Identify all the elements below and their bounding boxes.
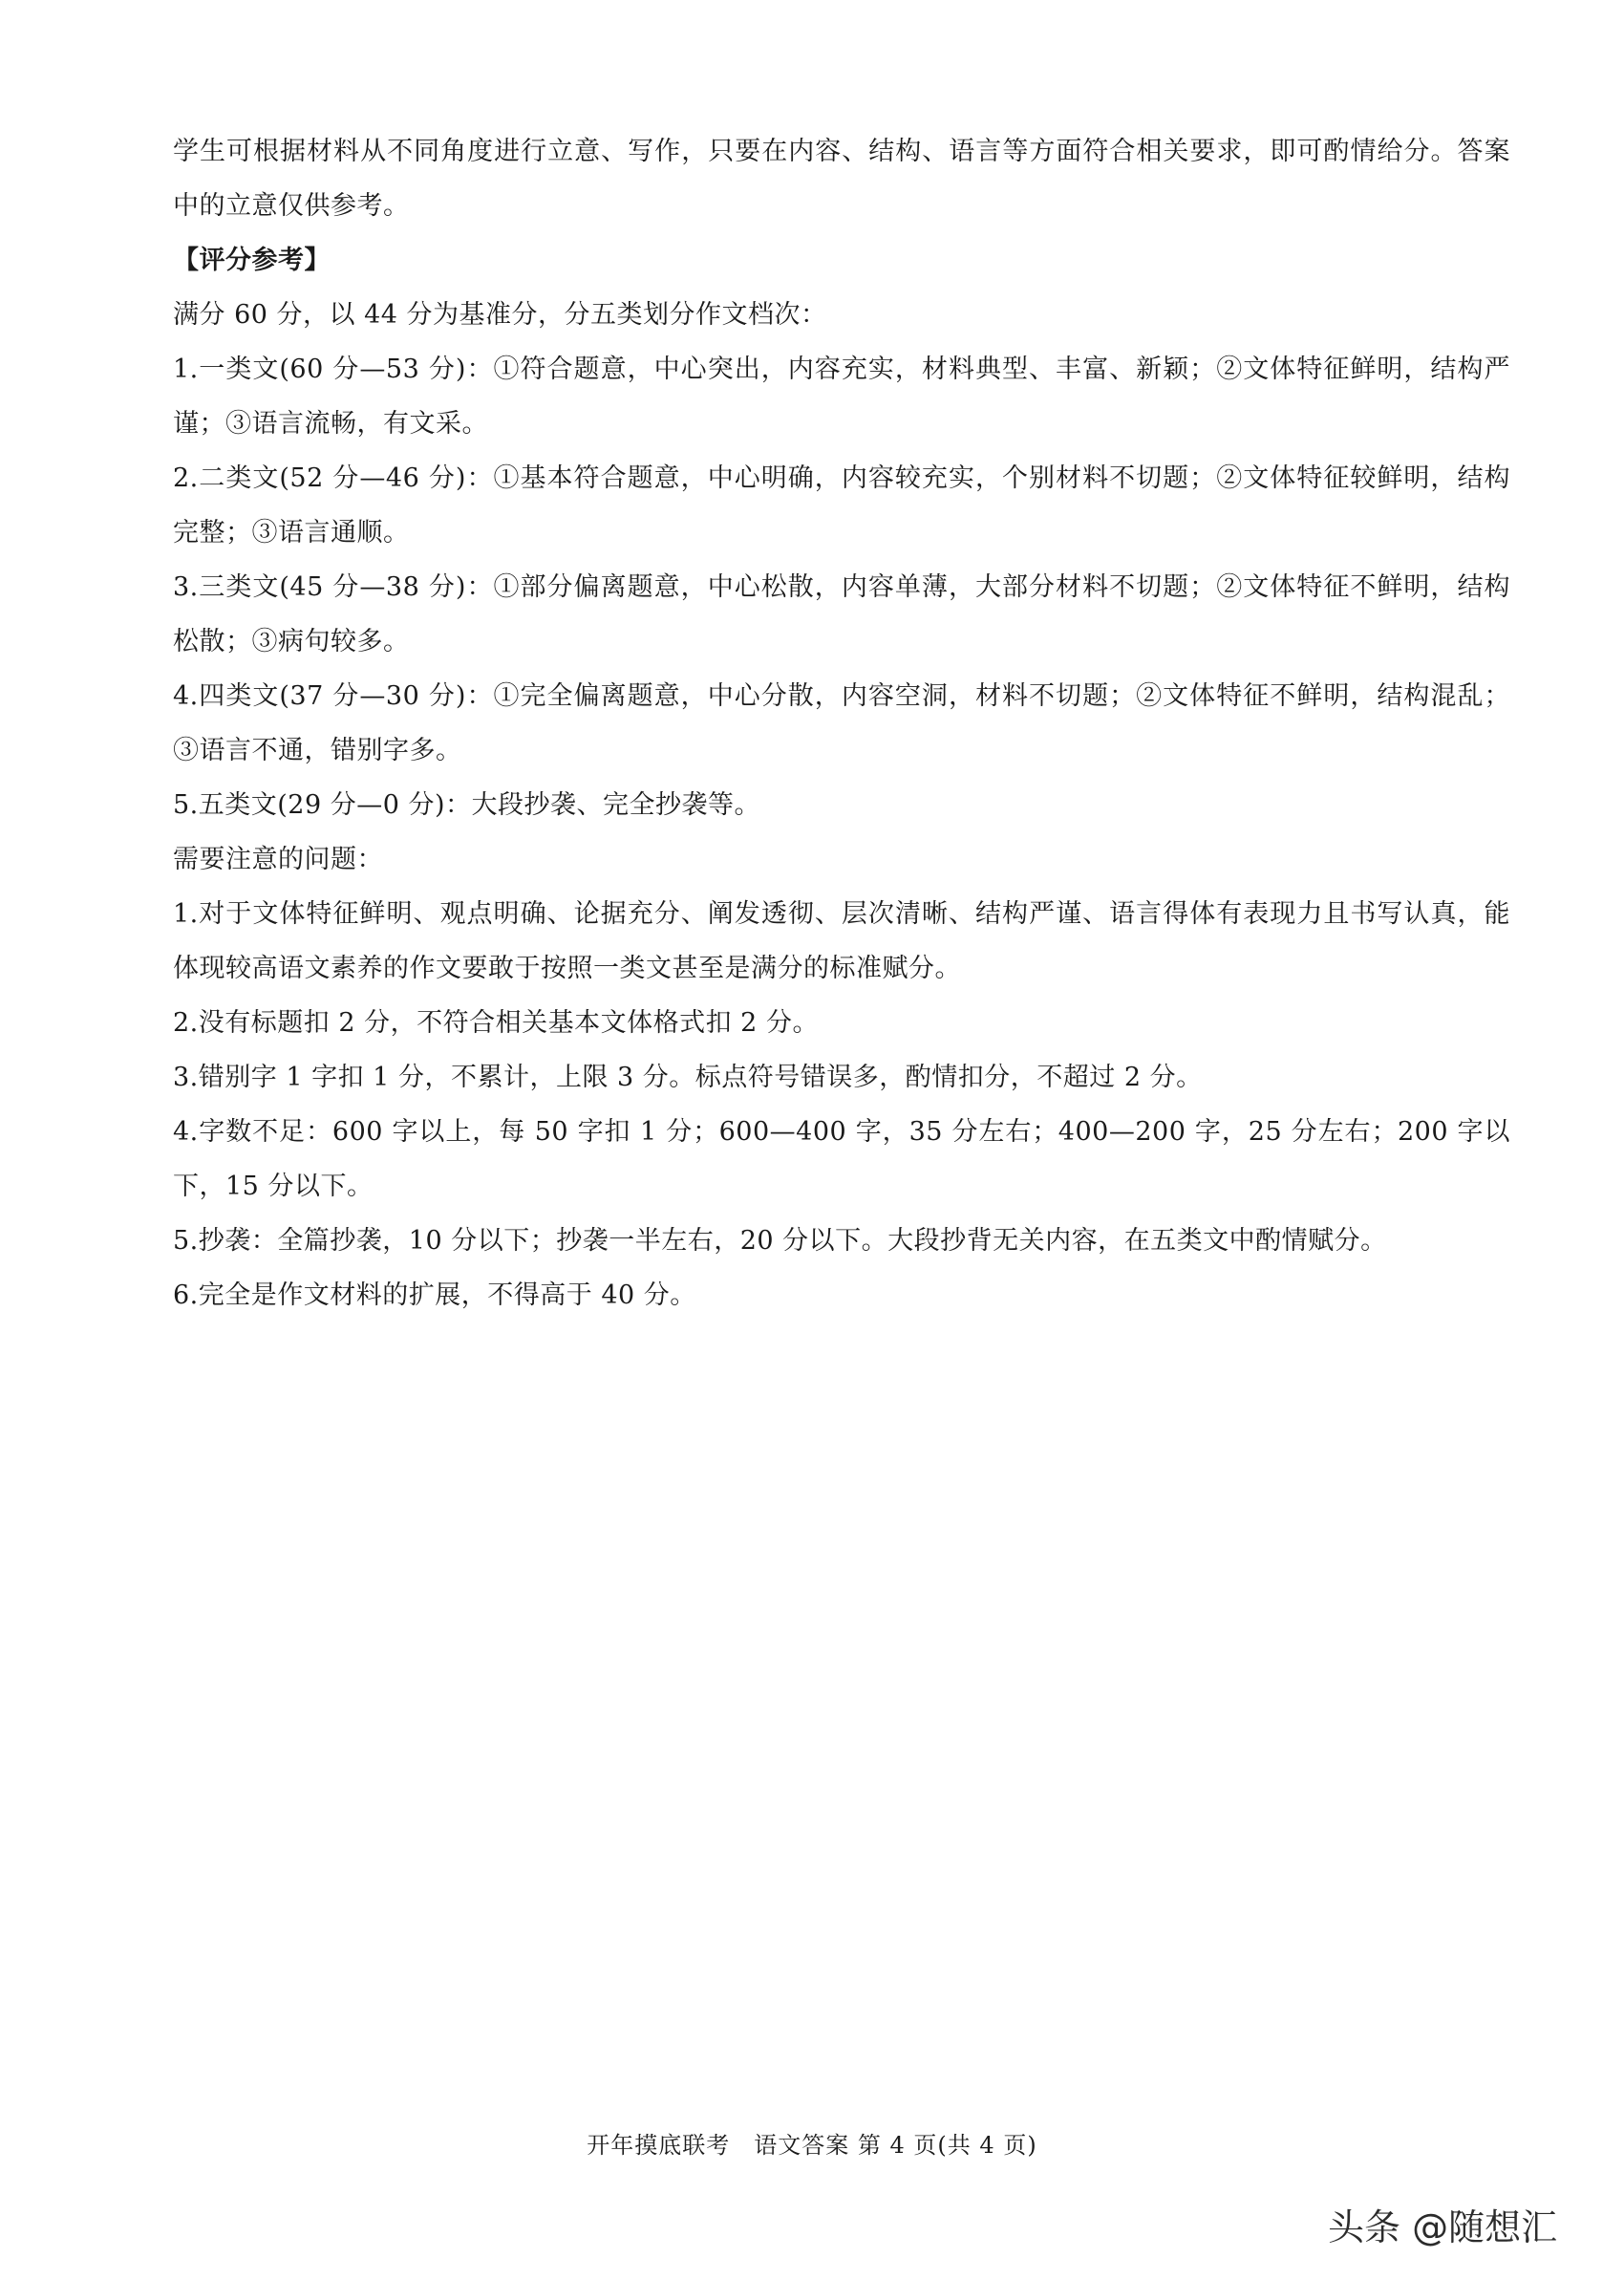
intro-paragraph: 学生可根据材料从不同角度进行立意、写作，只要在内容、结构、语言等方面符合相关要求，即可酌情给分。答案中的立意仅供参考。 xyxy=(173,137,1510,221)
note-item-3: 3.错别字 1 字扣 1 分，不累计，上限 3 分。标点符号错误多，酌情扣分，不超过 2 分。 xyxy=(173,1063,1203,1092)
category-item-4: 4.四类文(37 分—30 分)：①完全偏离题意，中心分散，内容空洞，材料不切题；②文体特征不鲜明，结构混乱；③语言不通，错别字多。 xyxy=(173,681,1510,765)
note-item-2: 2.没有标题扣 2 分，不符合相关基本文体格式扣 2 分。 xyxy=(173,1008,819,1038)
note-item-4: 4.字数不足：600 字以上，每 50 字扣 1 分；600—400 字，35 分左右；400—200 字，25 分左右；200 字以下，15 分以下。 xyxy=(173,1117,1510,1201)
scoring-heading: 【评分参考】 xyxy=(173,246,331,275)
document-body xyxy=(173,124,1510,1323)
page-footer: 开年摸底联考 语文答案 第 4 页(共 4 页) xyxy=(587,2132,1037,2159)
note-item-5: 5.抄袭：全篇抄袭，10 分以下；抄袭一半左右，20 分以下。大段抄背无关内容，在五类文中酌情赋分。 xyxy=(173,1226,1387,1256)
notes-heading: 需要注意的问题： xyxy=(173,845,383,874)
scoring-overview: 满分 60 分，以 44 分为基准分，分五类划分作文档次： xyxy=(173,300,827,330)
watermark-text: 头条 @随想汇 xyxy=(1328,2206,1558,2248)
category-item-5: 5.五类文(29 分—0 分)：大段抄袭、完全抄袭等。 xyxy=(173,790,761,820)
note-item-6: 6.完全是作文材料的扩展，不得高于 40 分。 xyxy=(173,1280,696,1310)
note-item-1: 1.对于文体特征鲜明、观点明确、论据充分、阐发透彻、层次清晰、结构严谨、语言得体有表现力且书写认真，能体现较高语文素养的作文要敢于按照一类文甚至是满分的标准赋分。 xyxy=(173,899,1510,983)
category-item-2: 2.二类文(52 分—46 分)：①基本符合题意，中心明确，内容较充实，个别材料不切题；②文体特征较鲜明，结构完整；③语言通顺。 xyxy=(173,463,1510,548)
category-item-1: 1.一类文(60 分—53 分)：①符合题意，中心突出，内容充实，材料典型、丰富、新颖；②文体特征鲜明，结构严谨；③语言流畅，有文采。 xyxy=(173,355,1510,439)
category-item-3: 3.三类文(45 分—38 分)：①部分偏离题意，中心松散，内容单薄，大部分材料不切题；②文体特征不鲜明，结构松散；③病句较多。 xyxy=(173,572,1510,656)
